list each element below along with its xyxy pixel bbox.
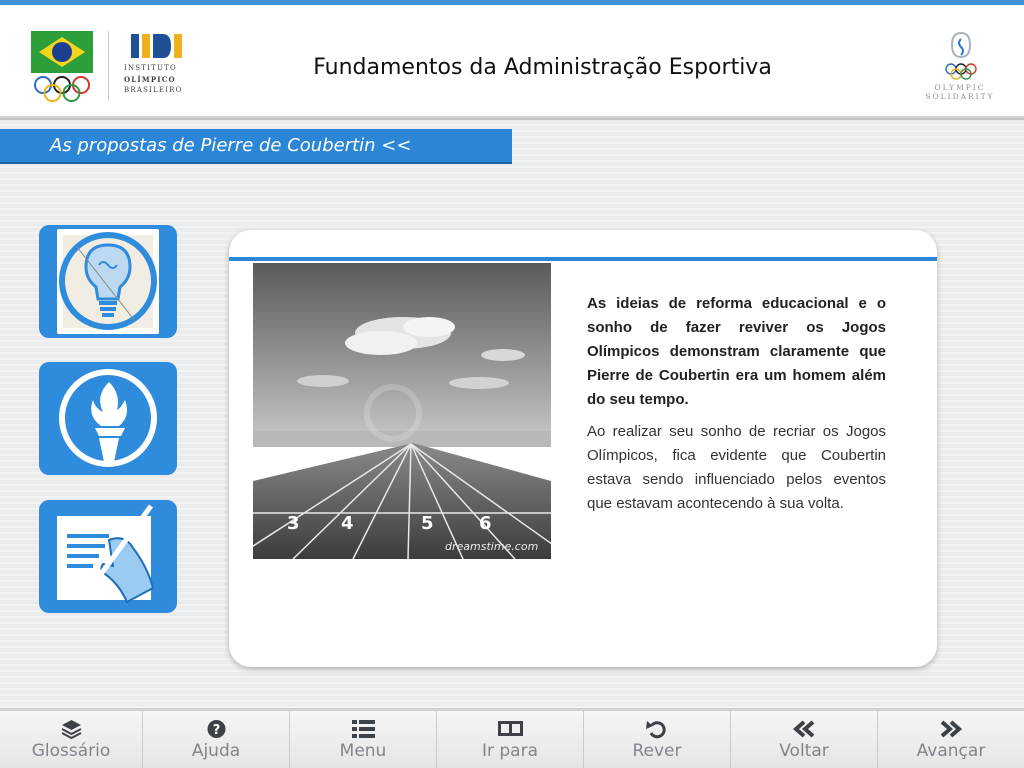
content-text [587,292,886,524]
running-track-photo [253,263,551,559]
olympic-solidarity-logo-icon [920,31,1002,81]
lane-number-3: 3 [287,513,300,534]
writing-hand-icon [39,500,177,613]
nav-label-voltar: Voltar [779,741,829,761]
olympic-rings-icon [33,75,91,103]
header-divider-line [0,116,1024,120]
content-card [229,230,937,667]
lane-number-5: 5 [421,513,434,534]
nav-label-glossario: Glossário [31,741,111,761]
cob-line-3: BRASILEIRO [124,86,183,94]
replay-icon [584,719,731,739]
help-icon [143,719,290,739]
nav-menu-button[interactable] [290,711,437,768]
bottom-navigation [0,708,1024,768]
nav-label-menu: Menu [339,741,387,761]
brazil-flag-icon [31,31,93,73]
nav-label-ajuda: Ajuda [191,741,241,761]
paragraph-1: As ideias de reforma educacional e o sonho de fazer reviver os Jogos Olímpicos demonstram claramente que Pierre de Coubertin era um homem além do seu tempo. [587,295,886,408]
lane-number-6: 6 [479,513,492,534]
section-title-bar [0,129,512,164]
nav-rever-button[interactable] [584,711,731,768]
layers-icon [0,719,143,739]
header [0,0,1024,120]
cob-logo-icon [127,32,185,60]
goto-icon [437,719,584,739]
header-divider [108,31,109,101]
card-accent-stripe [229,257,937,261]
os-line-1: OLYMPIC [934,83,986,92]
side-button-lightbulb[interactable] [39,225,177,338]
nav-ir-para-button[interactable] [437,711,584,768]
side-button-torch[interactable] [39,362,177,475]
lane-number-4: 4 [341,513,354,534]
nav-avancar-button[interactable] [878,711,1024,768]
cob-logo-text [124,63,190,96]
double-chevron-right-icon [878,719,1024,739]
section-title: As propostas de Pierre de Coubertin << [50,135,412,156]
nav-voltar-button[interactable] [731,711,878,768]
cob-line-1: INSTITUTO [124,64,177,72]
nav-ajuda-button[interactable] [143,711,290,768]
photo-watermark: dreamstime.com [445,540,539,553]
side-button-writing[interactable] [39,500,177,613]
torch-icon [39,362,177,475]
nav-glossario-button[interactable] [0,711,143,768]
page-title: Fundamentos da Administração Esportiva [313,55,772,80]
menu-list-icon [290,719,437,739]
os-line-2: SOLIDARITY [925,92,995,101]
cob-line-2: OLÍMPICO [124,75,176,84]
svg-text:?: ? [212,723,221,738]
olympic-solidarity-text [920,83,1000,101]
nav-label-ir-para: Ir para [481,741,539,761]
lightbulb-icon [39,225,177,338]
nav-label-avancar: Avançar [916,741,986,761]
nav-label-rever: Rever [632,741,682,761]
double-chevron-left-icon [731,719,878,739]
paragraph-2: Ao realizar seu sonho de recriar os Jogos Olímpicos, fica evidente que Coubertin estava sendo influenciado pelos eventos que estavam acontecendo à sua volta. [587,423,886,512]
